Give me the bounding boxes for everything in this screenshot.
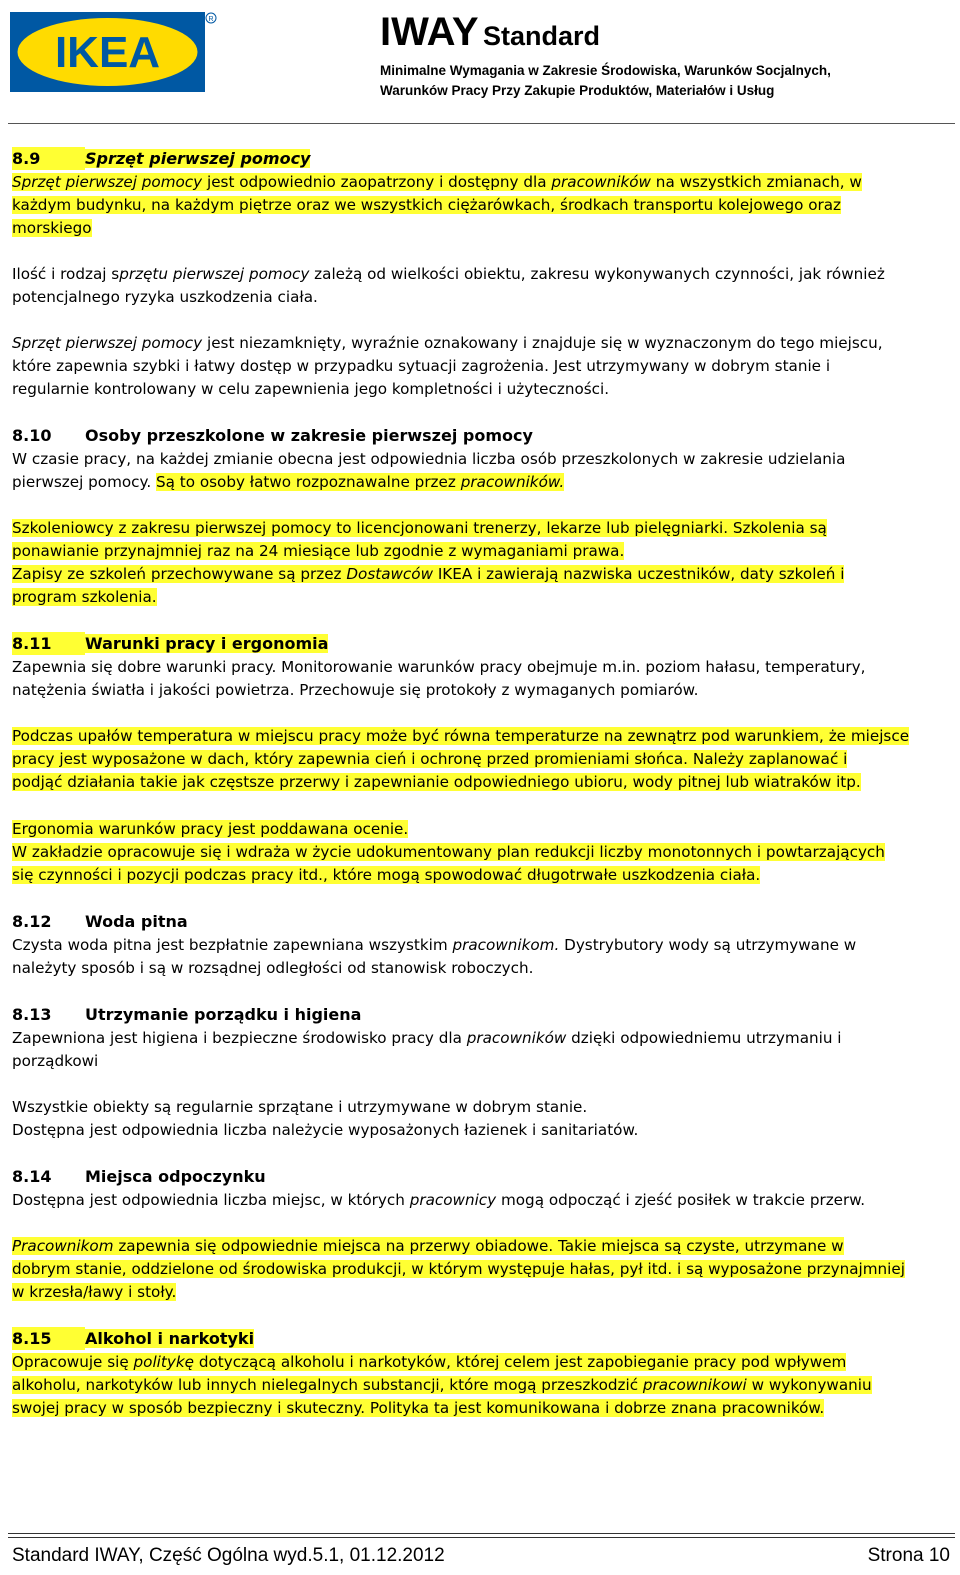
paragraph-line: alkoholu, narkotyków lub innych nielegalnych substancji, które mogą przeszkodzić pracownikowi w wykonywaniu bbox=[12, 1376, 872, 1394]
paragraph-line: się czynności i pozycji podczas pracy itd., które mogą spowodować długotrwałe uszkodzenia ciała. bbox=[12, 866, 761, 884]
document-subtitle-2: Warunków Pracy Przy Zakupie Produktów, Materiałów i Usług bbox=[380, 83, 775, 98]
footer-page-number: Strona 10 bbox=[867, 1545, 950, 1566]
paragraph-line: Sprzęt pierwszej pomocy jest niezamknięty, wyraźnie oznakowany i znajduje się w wyznaczonym do tego miejscu, bbox=[12, 334, 883, 352]
paragraph-line: podjąć działania takie jak częstsze przerwy i zapewnianie odpowiedniego ubioru, wody pitnej lub wiatraków itp. bbox=[12, 773, 861, 791]
paragraph-line: Dostępna jest odpowiednia liczba należycie wyposażonych łazienek i sanitariatów. bbox=[12, 1121, 639, 1139]
logo-text: IKEA bbox=[54, 28, 161, 77]
paragraph-line: Ilość i rodzaj sprzętu pierwszej pomocy zależą od wielkości obiektu, zakresu wykonywanych czynności, jak również bbox=[12, 265, 885, 283]
paragraph-line: pracy jest wyposażone w dach, który zapewnia cień i ochronę przed promieniami słońca. Należy zaplanować i bbox=[12, 750, 848, 768]
footer-document-info: Standard IWAY, Część Ogólna wyd.5.1, 01.12.2012 bbox=[12, 1545, 445, 1566]
paragraph-line: Sprzęt pierwszej pomocy jest odpowiednio zaopatrzony i dostępny dla pracowników na wszystkich zmianach, w bbox=[12, 173, 862, 191]
paragraph-line: Zapewnia się dobre warunki pracy. Monitorowanie warunków pracy obejmuje m.in. poziom hałasu, temperatury, bbox=[12, 658, 866, 676]
paragraph-line: Zapisy ze szkoleń przechowywane są przez Dostawców IKEA i zawierają nazwiska uczestników, daty szkoleń i bbox=[12, 565, 845, 583]
paragraph-line: Ergonomia warunków pracy jest poddawana ocenie. bbox=[12, 820, 409, 838]
paragraph-line: każdym budynku, na każdym piętrze oraz we wszystkich ciężarówkach, środkach transportu kolejowego oraz bbox=[12, 196, 842, 214]
footer-divider-2 bbox=[8, 1537, 955, 1538]
paragraph-line: program szkolenia. bbox=[12, 588, 157, 606]
header-divider bbox=[8, 123, 955, 124]
section-heading-8-9: 8.9 Sprzęt pierwszej pomocy bbox=[12, 149, 311, 168]
paragraph-line: porządkowi bbox=[12, 1052, 99, 1070]
section-heading-8-13: 8.13 Utrzymanie porządku i higiena bbox=[12, 1005, 362, 1024]
paragraph-line: dobrym stanie, oddzielone od środowiska produkcji, w którym występuje hałas, pył itd. i są wyposażone przynajmniej bbox=[12, 1260, 905, 1278]
paragraph-line: natężenia światła i jakości powietrza. Przechowuje się protokoły z wymaganych pomiarów. bbox=[12, 681, 699, 699]
paragraph-line: Opracowuje się politykę dotyczącą alkoholu i narkotyków, której celem jest zapobieganie pracy pod wpływem bbox=[12, 1353, 847, 1371]
paragraph-line: regularnie kontrolowany w celu zapewnienia jego kompletności i użyteczności. bbox=[12, 380, 610, 398]
document-subtitle-1: Minimalne Wymagania w Zakresie Środowiska, Warunków Socjalnych, bbox=[380, 63, 831, 78]
paragraph-line: należyty sposób i są w rozsądnej odległości od stanowisk roboczych. bbox=[12, 959, 534, 977]
paragraph-line: Szkoleniowcy z zakresu pierwszej pomocy to licencjonowani trenerzy, lekarze lub pielęgniarki. Szkolenia są bbox=[12, 519, 827, 537]
paragraph-line: które zapewnia szybki i łatwy dostęp w przypadku sytuacji zagrożenia. Jest utrzymywany w dobrym stanie i bbox=[12, 357, 831, 375]
paragraph-line: morskiego bbox=[12, 219, 92, 237]
ikea-logo bbox=[10, 12, 217, 92]
paragraph-line: pierwszej pomocy. Są to osoby łatwo rozpoznawalne przez pracowników. bbox=[12, 473, 565, 491]
paragraph-line: Wszystkie obiekty są regularnie sprzątane i utrzymywane w dobrym stanie. bbox=[12, 1098, 588, 1116]
paragraph-line: W czasie pracy, na każdej zmianie obecna jest odpowiednia liczba osób przeszkolonych w zakresie udzielania bbox=[12, 450, 846, 468]
paragraph-line: Pracownikom zapewnia się odpowiednie miejsca na przerwy obiadowe. Takie miejsca są czyste, utrzymane w bbox=[12, 1237, 844, 1255]
paragraph-line: Zapewniona jest higiena i bezpieczne środowisko pracy dla pracowników dzięki odpowiedniemu utrzymaniu i bbox=[12, 1029, 842, 1047]
paragraph-line: Czysta woda pitna jest bezpłatnie zapewniana wszystkim pracownikom. Dystrybutory wody są utrzymywane w bbox=[12, 936, 857, 954]
section-heading-8-15: 8.15 Alkohol i narkotyki bbox=[12, 1329, 255, 1348]
footer-divider bbox=[8, 1533, 955, 1534]
paragraph-line: swojej pracy w sposób bezpieczny i skuteczny. Polityka ta jest komunikowana i dobrze znana pracowników. bbox=[12, 1399, 825, 1417]
document-title: IWAY Standard bbox=[380, 10, 601, 54]
paragraph-line: W zakładzie opracowuje się i wdraża w życie udokumentowany plan redukcji liczby monotonnych i powtarzających bbox=[12, 843, 885, 861]
paragraph-line: ponawianie przynajmniej raz na 24 miesiące lub zgodnie z wymaganiami prawa. bbox=[12, 542, 625, 560]
paragraph-line: Dostępna jest odpowiednia liczba miejsc, w których pracownicy mogą odpocząć i zjeść posiłek w trakcie przerw. bbox=[12, 1191, 866, 1209]
paragraph-line: w krzesła/ławy i stoły. bbox=[12, 1283, 177, 1301]
paragraph-line: Podczas upałów temperatura w miejscu pracy może być równa temperaturze na zewnątrz pod warunkiem, że miejsce bbox=[12, 727, 910, 745]
svg-text:R: R bbox=[208, 16, 214, 23]
section-heading-8-10: 8.10 Osoby przeszkolone w zakresie pierwszej pomocy bbox=[12, 426, 533, 445]
section-heading-8-14: 8.14 Miejsca odpoczynku bbox=[12, 1167, 266, 1186]
paragraph-line: potencjalnego ryzyka uszkodzenia ciała. bbox=[12, 288, 318, 306]
section-heading-8-11: 8.11 Warunki pracy i ergonomia bbox=[12, 634, 329, 653]
section-heading-8-12: 8.12 Woda pitna bbox=[12, 912, 188, 931]
